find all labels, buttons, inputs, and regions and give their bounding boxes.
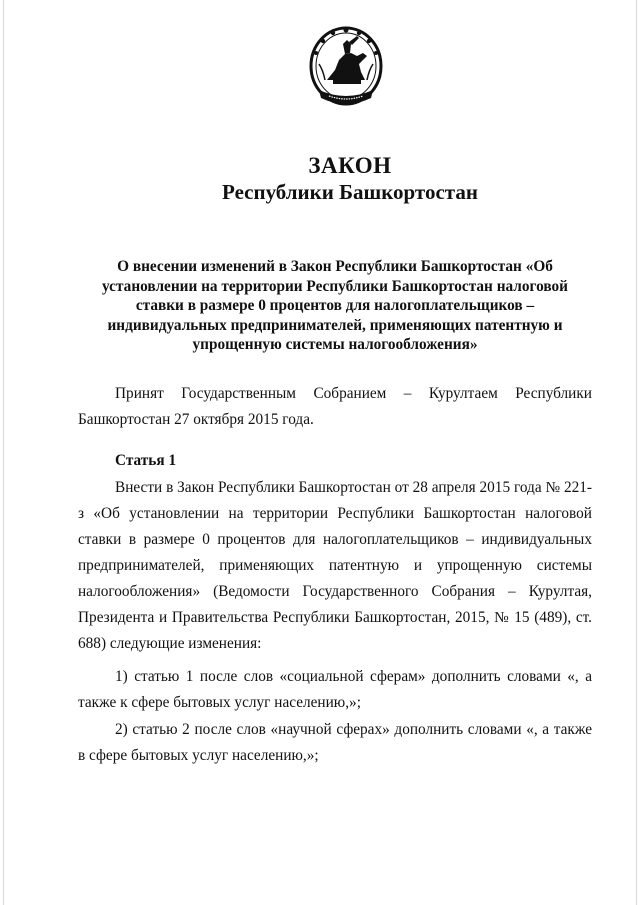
article-1-item-2: 2) статью 2 после слов «научной сферах» дополнить словами «, а также в сфере бытовых услуг населению,»; xyxy=(78,721,592,764)
law-subject-heading: О внесении изменений в Закон Республики Башкортостан «Об установлении на территории Республики Башкортостан налоговой ставки в размере 0 процентов для налогоплательщиков – индивидуальных предпринимателей, применяющих патентную и упрощенную системы налогообложения» xyxy=(102,258,568,354)
bashkortostan-coat-of-arms-icon xyxy=(305,20,387,118)
document-type-title: ЗАКОН xyxy=(308,153,392,178)
scan-edge-right xyxy=(636,0,637,905)
scan-edge-left xyxy=(3,0,4,905)
article-1-intro-paragraph: Внести в Закон Республики Башкортостан от 28 апреля 2015 года № 221-з «Об установлении на территории Республики Башкортостан налоговой ставки в размере 0 процентов для налогоплательщиков – индивидуальных предпринимателей, применяющих патентную и упрощенную системы налогообложения» (Ведомости Государственного Собрания – Курултая, Президента и Правительства Республики Башкортостан, 2015, № 15 (489), ст. 688) следующие изменения: xyxy=(78,479,592,652)
adoption-paragraph: Принят Государственным Собранием – Курултаем Республики Башкортостан 27 октября 2015 года. xyxy=(78,385,592,428)
article-1-item-1: 1) статью 1 после слов «социальной сферам» дополнить словами «, а также к сфере бытовых услуг населению,»; xyxy=(78,668,592,711)
document-issuer-title: Республики Башкортостан xyxy=(222,180,478,204)
article-1-heading: Статья 1 xyxy=(115,452,177,469)
